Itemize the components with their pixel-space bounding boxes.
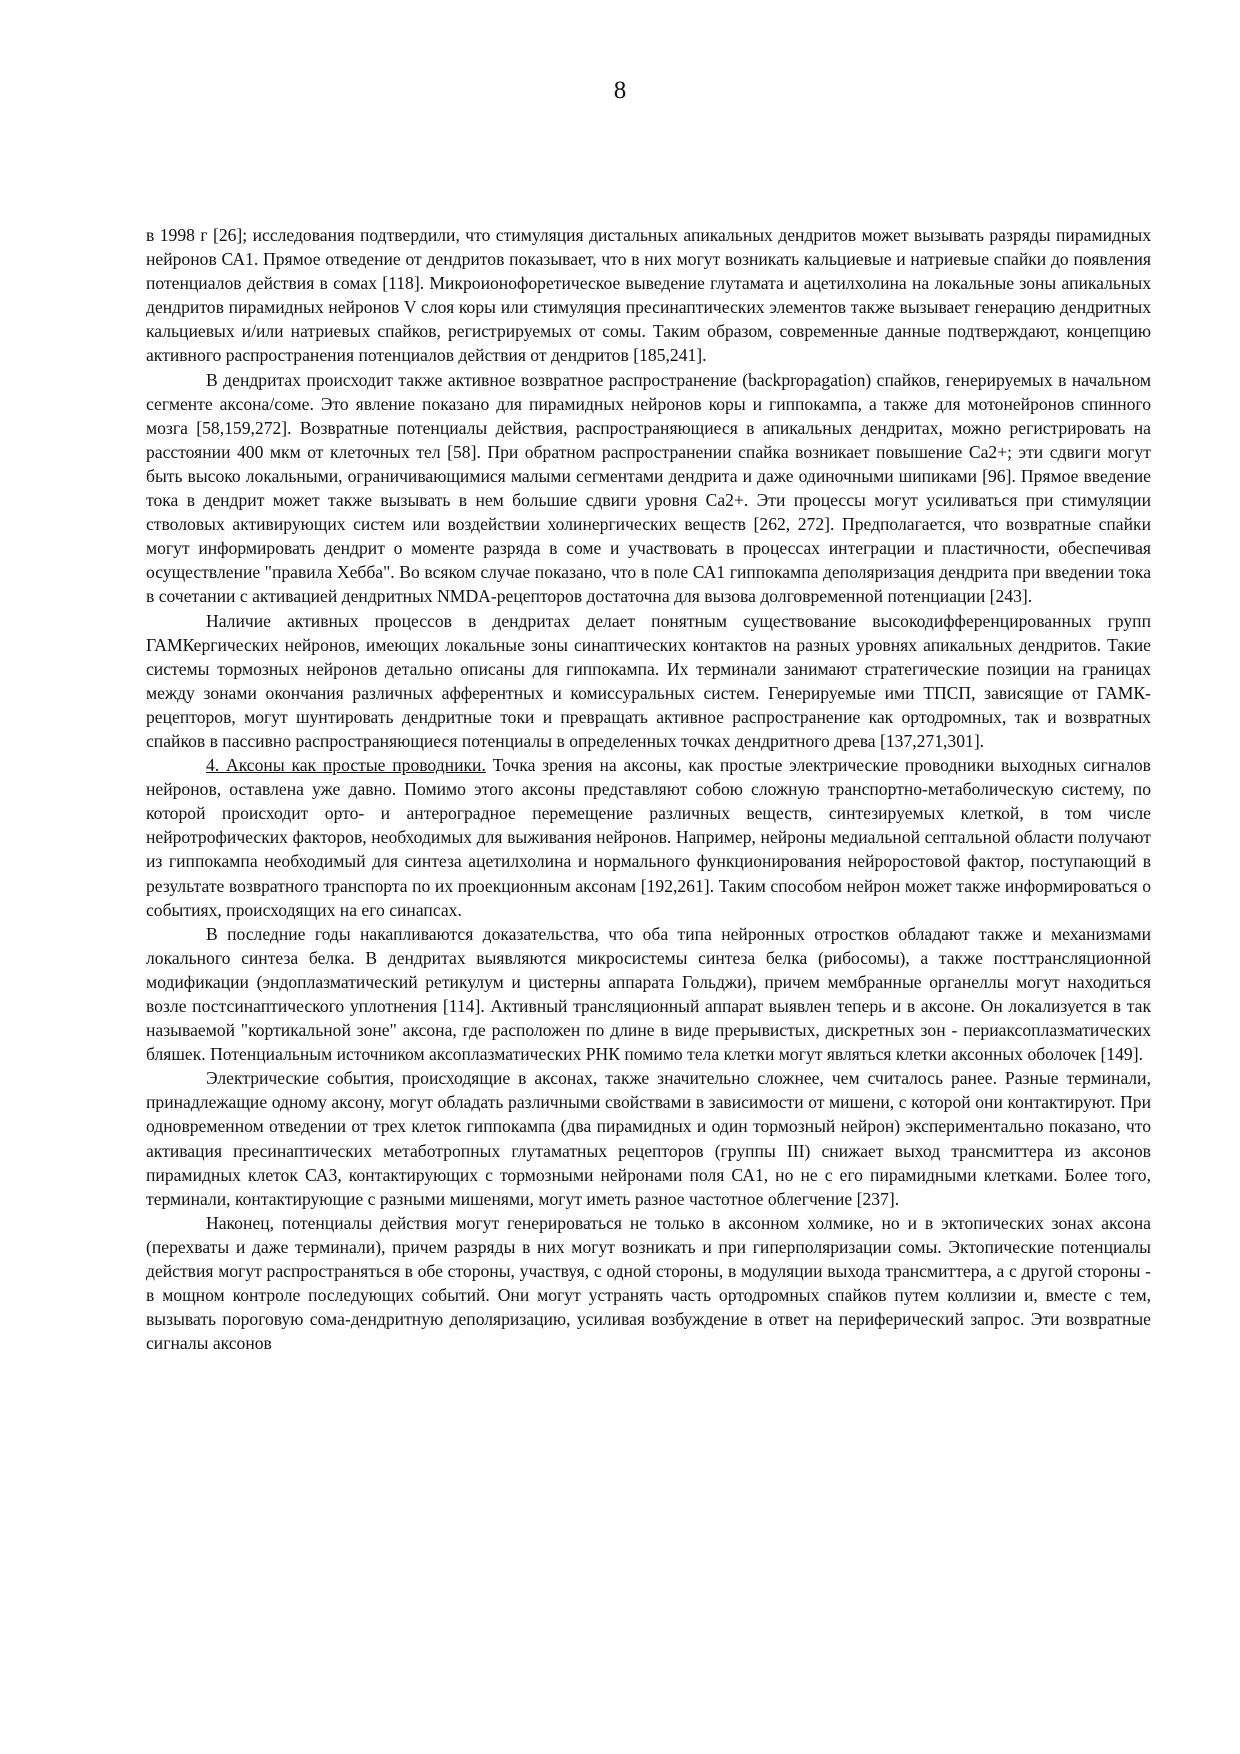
paragraph-axon-electrical-events: Электрические события, происходящие в аксонах, также значительно сложнее, чем считалось ранее. Разные терминали, принадлежащие одному аксону, могут обладать различными свойствами в зависимости от мишени, с которой они контактируют. При одновременном отведении от трех клеток гиппокампа (два пирамидных и один тормозный нейрон) экспериментально показано, что активация пресинаптических метаботропных глутаматных рецепторов (группы III) снижает выход трансмиттера из аксонов пирамидных клеток СА3, контактирующих с тормозными нейронами поля СА1, но не с его пирамидными клетками. Более того, терминали, контактирующие с разными мишенями, могут иметь разное частотное облегчение [237].	[146, 1068, 1151, 1209]
paragraph-gaba-neurons: Наличие активных процессов в дендритах делает понятным существование высокодифференцированных групп ГАМКергических нейронов, имеющих локальные зоны синаптических контактов на разных уровнях апикальных дендритов. Такие системы тормозных нейронов детально описаны для гиппокампа. Их терминали занимают стратегические позиции на границах между зонами окончания различных афферентных и комиссуральных систем. Генерируемые ими ТПСП, зависящие от ГАМК-рецепторов, могут шунтировать дендритные токи и превращать активное распространение как ортодромных, так и возвратных спайков в пассивно распространяющиеся потенциалы в определенных точках дендритного древа [137,271,301].	[146, 610, 1151, 751]
paragraph-protein-synthesis: В последние годы накапливаются доказательства, что оба типа нейронных отростков обладают также и механизмами локального синтеза белка. В дендритах выявляются микросистемы синтеза белка (рибосомы), а также посттрансляционной модификации (эндоплазматический ретикулум и цистерны аппарата Гольджи), причем мембранные органеллы могут находиться возле постсинаптического уплотнения [114]. Активный трансляционный аппарат выявлен теперь и в аксоне. Он локализуется в так называемой "кортикальной зоне" аксона, где расположен по длине в виде прерывистых, дискретных зон - периаксоплазматических бляшек. Потенциальным источником аксоплазматических РНК помимо тела клетки могут являться клетки аксонных оболочек [149].	[146, 923, 1151, 1065]
page-number: 8	[613, 77, 627, 104]
paragraph-ectopic-potentials: Наконец, потенциалы действия могут генерироваться не только в аксонном холмике, но и в эктопических зонах аксона (перехваты и даже терминали), причем разряды в них могут возникать и при гиперполяризации сомы. Эктопические потенциалы действия могут распространяться в обе стороны, участвуя, с одной стороны, в модуляции выхода трансмиттера, а с другой стороны - в мощном контроле последующих событий. Они могут устранять часть ортодромных спайков путем коллизии и, вместе с тем, вызывать пороговую сома-дендритную деполяризацию, усиливая возбуждение в ответ на периферический запрос. Эти возвратные сигналы аксонов	[146, 1212, 1151, 1354]
paragraph-axons-text: Точка зрения на аксоны, как простые электрические проводники выходных сигналов нейронов, оставлена уже давно. Помимо этого аксоны представляют собою сложную транспортно-метаболическую систему, по которой происходит орто- и антероградное перемещение различных веществ, синтезируемых клеткой, в том числе нейротрофических факторов, необходимых для выживания нейронов. Например, нейроны медиальной септальной области получают из гиппокампа необходимый для синтеза ацетилхолина и нормального функционирования нейроростовой фактор, поступающий в результате возвратного транспорта по их проекционным аксонам [192,261]. Таким способом нейрон может также информироваться о событиях, происходящих на его синапсах.	[146, 755, 1151, 920]
section-heading-axons: 4. Аксоны как простые проводники.	[206, 755, 486, 776]
paragraph-dendrite-spikes: в 1998 г [26]; исследования подтвердили, что стимуляция дистальных апикальных дендритов может вызывать разряды пирамидных нейронов СА1. Прямое отведение от дендритов показывает, что в них могут возникать кальциевые и натриевые спайки до появления потенциалов действия в сомах [118]. Микроионофоретическое выведение глутамата и ацетилхолина на локальные зоны апикальных дендритов пирамидных нейронов V слоя коры или стимуляция пресинаптических элементов также вызывает генерацию дендритных кальциевых и/или натриевых спайков, регистрируемых от сомы. Таким образом, современные данные подтверждают, концепцию активного распространения потенциалов действия от дендритов [185,241].	[146, 225, 1151, 366]
paragraph-axons-conductors	[146, 753, 1151, 922]
document-body	[146, 223, 1151, 1355]
paragraph-backpropagation: В дендритах происходит также активное возвратное распространение (backpropagation) спайков, генерируемых в начальном сегменте аксона/соме. Это явление показано для пирамидных нейронов коры и гиппокампа, а также для мотонейронов спинного мозга [58,159,272]. Возвратные потенциалы действия, распространяющиеся в апикальных дендритах, можно регистрировать на расстоянии 400 мкм от клеточных тел [58]. При обратном распространении спайка возникает повышение Са2+; эти сдвиги могут быть высоко локальными, ограничивающимися малыми сегментами дендрита и даже одиночными шипиками [96]. Прямое введение тока в дендрит может также вызывать в нем большие сдвиги уровня Са2+. Эти процессы могут усиливаться при стимуляции стволовых активирующих систем или воздействии холинергических веществ [262, 272]. Предполагается, что возвратные спайки могут информировать дендрит о моменте разряда в соме и участвовать в процессах интеграции и пластичности, обеспечивая осуществление "правила Хебба". Во всяком случае показано, что в поле СА1 гиппокампа деполяризация дендрита при введении тока в сочетании с активацией дендритных NMDA-рецепторов достаточна для вызова долговременной потенциации [243].	[146, 369, 1151, 607]
